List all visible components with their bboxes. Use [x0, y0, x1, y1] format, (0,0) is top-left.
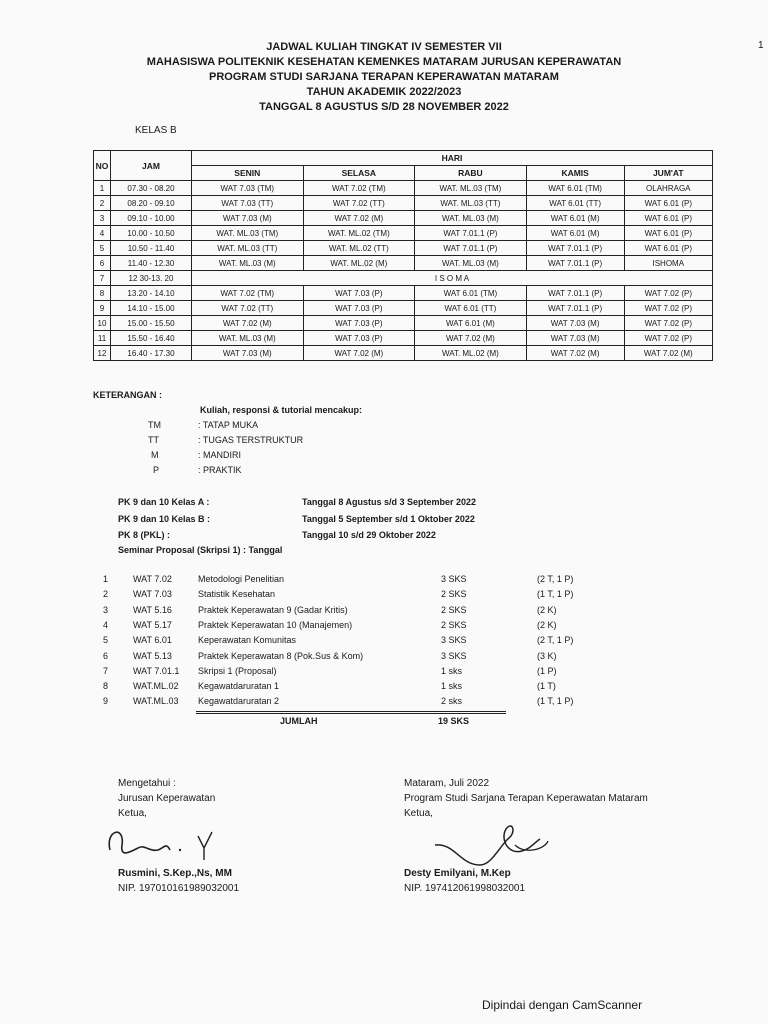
- schedule-cell: WAT 7.02 (M): [624, 346, 712, 361]
- schedule-cell: WAT 7.01.1 (P): [526, 256, 624, 271]
- schedule-cell: WAT 6.01 (M): [415, 316, 527, 331]
- sig-right-line3: Ketua,: [404, 808, 433, 819]
- course-code: WAT.ML.02: [133, 681, 179, 692]
- course-sks: 3 SKS: [441, 650, 467, 661]
- scanner-watermark: Dipindai dengan CamScanner: [482, 998, 643, 1012]
- row-jam: 08.20 - 09.10: [111, 196, 192, 211]
- sig-left-nip: NIP. 197010161989032001: [118, 883, 240, 894]
- sig-right-line1: Mataram, Juli 2022: [404, 778, 490, 789]
- course-name: Metodologi Penelitian: [198, 574, 285, 584]
- course-detail: (3 K): [537, 650, 557, 661]
- schedule-cell: WAT 7.02 (P): [624, 286, 712, 301]
- course-code: WAT 7.01.1: [133, 665, 180, 676]
- row-jam: 13.20 - 14.10: [111, 286, 192, 301]
- schedule-cell: WAT 6.01 (TT): [415, 301, 527, 316]
- keterangan-intro: Kuliah, responsi & tutorial mencakup:: [200, 405, 363, 415]
- sig-left-line1: Mengetahui :: [118, 778, 176, 789]
- schedule-body: [94, 181, 713, 361]
- col-jam: JAM: [111, 151, 192, 181]
- schedule-cell: WAT. ML.03 (TM): [415, 181, 527, 196]
- schedule-cell: WAT 7.01.1 (P): [526, 301, 624, 316]
- course-code: WAT.ML.03: [133, 696, 179, 707]
- row-no: 7: [94, 271, 111, 286]
- course-detail: (2 K): [537, 604, 557, 615]
- schedule-cell: WAT 7.03 (P): [303, 331, 415, 346]
- course-sks: 3 SKS: [441, 635, 467, 646]
- signature-right-name-block: [404, 866, 525, 896]
- schedule-cell: WAT 7.02 (TT): [192, 301, 304, 316]
- legend-desc: : MANDIRI: [198, 450, 242, 460]
- schedule-row: [94, 211, 713, 226]
- signature-left-scribble: [100, 820, 220, 865]
- schedule-cell: WAT. ML.02 (TT): [303, 241, 415, 256]
- pk-label: PK 8 (PKL) :: [118, 530, 171, 540]
- legend-code: M: [151, 450, 159, 460]
- row-no: 5: [94, 241, 111, 256]
- row-jam: 10.00 - 10.50: [111, 226, 192, 241]
- course-detail: (1 T): [537, 681, 556, 692]
- schedule-row: [94, 196, 713, 211]
- day-header: KAMIS: [526, 166, 624, 181]
- schedule-cell: WAT. ML.03 (M): [192, 331, 304, 346]
- header-line-5: TANGGAL 8 AGUSTUS S/D 28 NOVEMBER 2022: [259, 101, 509, 113]
- schedule-row: [94, 316, 713, 331]
- document-header: [0, 40, 768, 115]
- schedule-cell: WAT 7.03 (TT): [192, 196, 304, 211]
- schedule-row: [94, 181, 713, 196]
- course-sks: 2 SKS: [441, 619, 467, 630]
- course-name: Praktek Keperawatan 8 (Pok.Sus & Kom): [198, 650, 364, 661]
- schedule-row: [94, 226, 713, 241]
- schedule-cell: WAT 7.03 (P): [303, 316, 415, 331]
- course-name: Kegawatdaruratan 1: [198, 681, 280, 692]
- course-name: Praktek Keperawatan 10 (Manajemen): [198, 619, 353, 630]
- course-code: WAT 7.02: [133, 574, 172, 584]
- row-jam: 11.40 - 12.30: [111, 256, 192, 271]
- course-detail: (1 P): [537, 665, 557, 676]
- schedule-cell: WAT 6.01 (P): [624, 211, 712, 226]
- schedule-cell: WAT 7.01.1 (P): [526, 241, 624, 256]
- schedule-cell: WAT 7.02 (M): [526, 346, 624, 361]
- legend-code: TM: [148, 420, 161, 430]
- schedule-cell: WAT. ML.02 (TM): [303, 226, 415, 241]
- course-no: 2: [103, 589, 109, 600]
- course-no: 8: [103, 681, 109, 692]
- day-header: JUM'AT: [624, 166, 712, 181]
- schedule-cell: WAT. ML.03 (M): [415, 211, 527, 226]
- course-code: WAT 7.03: [133, 589, 172, 600]
- course-code: WAT 5.16: [133, 604, 172, 615]
- schedule-cell: WAT 6.01 (TT): [526, 196, 624, 211]
- schedule-row: [94, 331, 713, 346]
- schedule-cell: WAT 7.02 (TM): [303, 181, 415, 196]
- course-detail: (2 K): [537, 619, 557, 630]
- course-code: WAT 5.17: [133, 619, 172, 630]
- schedule-cell: WAT 6.01 (TM): [526, 181, 624, 196]
- schedule-cell: WAT 7.03 (M): [192, 211, 304, 226]
- day-header: SELASA: [303, 166, 415, 181]
- course-detail: (2 T, 1 P): [537, 635, 574, 646]
- schedule-row: [94, 256, 713, 271]
- schedule-cell: WAT 6.01 (TM): [415, 286, 527, 301]
- class-label: KELAS B: [135, 125, 177, 136]
- schedule-cell: WAT 6.01 (P): [624, 226, 712, 241]
- schedule-cell: WAT. ML.02 (M): [303, 256, 415, 271]
- course-code: WAT 5.13: [133, 650, 172, 661]
- page-mark: 1: [758, 40, 764, 51]
- row-no: 11: [94, 331, 111, 346]
- schedule-cell: WAT 6.01 (P): [624, 196, 712, 211]
- schedule-cell: WAT 7.02 (M): [303, 211, 415, 226]
- schedule-cell: WAT 7.03 (P): [303, 301, 415, 316]
- break-row: [94, 271, 713, 286]
- row-jam: 07.30 - 08.20: [111, 181, 192, 196]
- course-no: 5: [103, 635, 109, 646]
- pk-label: PK 9 dan 10 Kelas A :: [118, 497, 210, 507]
- pk-label: Seminar Proposal (Skripsi 1) : Tanggal: [118, 545, 283, 555]
- keterangan-title: KETERANGAN :: [93, 390, 162, 400]
- course-name: Kegawatdaruratan 2: [198, 696, 280, 707]
- legend-desc: : TUGAS TERSTRUKTUR: [198, 435, 304, 445]
- course-sks: 1 sks: [441, 681, 463, 692]
- schedule-table: [93, 150, 713, 361]
- course-sks: 3 SKS: [441, 574, 467, 584]
- legend-code: P: [153, 465, 160, 475]
- row-jam: 09.10 - 10.00: [111, 211, 192, 226]
- course-sks: 2 sks: [441, 696, 463, 707]
- course-no: 1: [103, 574, 109, 584]
- col-hari: HARI: [192, 151, 713, 166]
- course-sks: 1 sks: [441, 665, 463, 676]
- course-name: Keperawatan Komunitas: [198, 635, 297, 646]
- schedule-cell: WAT 7.02 (P): [624, 301, 712, 316]
- course-sks: 2 SKS: [441, 589, 467, 600]
- row-no: 1: [94, 181, 111, 196]
- signature-left: [118, 776, 215, 821]
- schedule-cell: WAT. ML.03 (M): [415, 256, 527, 271]
- day-header: SENIN: [192, 166, 304, 181]
- schedule-cell: WAT 7.01.1 (P): [415, 226, 527, 241]
- schedule-cell: WAT 6.01 (M): [526, 226, 624, 241]
- row-jam: 15.50 - 16.40: [111, 331, 192, 346]
- row-jam: 16.40 - 17.30: [111, 346, 192, 361]
- schedule-cell: WAT 7.02 (M): [415, 331, 527, 346]
- schedule-cell: WAT 7.03 (M): [526, 331, 624, 346]
- schedule-cell: WAT 7.03 (P): [303, 286, 415, 301]
- course-code: WAT 6.01: [133, 635, 172, 646]
- schedule-cell: WAT. ML.03 (TT): [192, 241, 304, 256]
- course-name: Praktek Keperawatan 9 (Gadar Kritis): [198, 604, 348, 615]
- divider: [196, 713, 506, 714]
- schedule-cell: WAT 7.02 (M): [303, 346, 415, 361]
- course-name: Statistik Kesehatan: [198, 589, 276, 600]
- schedule-cell: ISHOMA: [624, 256, 712, 271]
- sig-left-line3: Ketua,: [118, 808, 147, 819]
- sig-right-line2: Program Studi Sarjana Terapan Keperawatan Mataram: [404, 793, 648, 804]
- row-no: 10: [94, 316, 111, 331]
- schedule-cell: WAT. ML.03 (M): [192, 256, 304, 271]
- break-label: I S O M A: [192, 271, 713, 286]
- row-no: 12: [94, 346, 111, 361]
- signature-left-name-block: [118, 866, 239, 896]
- course-no: 6: [103, 650, 109, 661]
- course-detail: (1 T, 1 P): [537, 589, 574, 600]
- header-line-1: JADWAL KULIAH TINGKAT IV SEMESTER VII: [266, 41, 502, 53]
- sig-right-nip: NIP. 197412061998032001: [404, 883, 526, 894]
- col-no: NO: [94, 151, 111, 181]
- header-line-4: TAHUN AKADEMIK 2022/2023: [306, 86, 462, 98]
- pk-label: PK 9 dan 10 Kelas B :: [118, 514, 211, 524]
- course-sks: 2 SKS: [441, 604, 467, 615]
- pk-value: Tanggal 10 s/d 29 Oktober 2022: [302, 530, 436, 540]
- course-no: 7: [103, 665, 109, 676]
- schedule-row: [94, 346, 713, 361]
- schedule-cell: WAT 7.02 (M): [192, 316, 304, 331]
- jumlah-value: 19 SKS: [438, 716, 470, 726]
- schedule-row: [94, 286, 713, 301]
- legend-code: TT: [148, 435, 159, 445]
- schedule-cell: OLAHRAGA: [624, 181, 712, 196]
- pk-value: Tanggal 5 September s/d 1 Oktober 2022: [302, 514, 475, 524]
- course-name: Skripsi 1 (Proposal): [198, 665, 277, 676]
- jumlah-label: JUMLAH: [280, 716, 318, 726]
- course-no: 4: [103, 619, 109, 630]
- day-header: RABU: [415, 166, 527, 181]
- course-detail: (2 T, 1 P): [537, 574, 574, 584]
- row-no: 8: [94, 286, 111, 301]
- row-no: 2: [94, 196, 111, 211]
- row-jam: 10.50 - 11.40: [111, 241, 192, 256]
- schedule-cell: WAT 7.03 (M): [192, 346, 304, 361]
- course-no: 9: [103, 696, 109, 707]
- schedule-cell: WAT. ML.03 (TM): [192, 226, 304, 241]
- schedule-cell: WAT 6.01 (P): [624, 241, 712, 256]
- schedule-cell: WAT 7.01.1 (P): [526, 286, 624, 301]
- row-jam: 12 30-13. 20: [111, 271, 192, 286]
- row-jam: 14.10 - 15.00: [111, 301, 192, 316]
- course-detail: (1 T, 1 P): [537, 696, 574, 707]
- schedule-cell: WAT. ML.02 (M): [415, 346, 527, 361]
- header-line-2: MAHASISWA POLITEKNIK KESEHATAN KEMENKES MATARAM JURUSAN KEPERAWATAN: [146, 56, 622, 68]
- schedule-cell: WAT 7.03 (TM): [192, 181, 304, 196]
- sig-left-line2: Jurusan Keperawatan: [118, 793, 216, 804]
- schedule-row: [94, 241, 713, 256]
- schedule-cell: WAT. ML.03 (TT): [415, 196, 527, 211]
- sig-left-name: Rusmini, S.Kep.,Ns, MM: [118, 868, 232, 879]
- divider: [196, 711, 506, 712]
- schedule-cell: WAT 6.01 (M): [526, 211, 624, 226]
- schedule-cell: WAT 7.02 (P): [624, 316, 712, 331]
- pk-value: Tanggal 8 Agustus s/d 3 September 2022: [302, 497, 477, 507]
- sig-right-name: Desty Emilyani, M.Kep: [404, 868, 511, 879]
- schedule-cell: WAT 7.03 (M): [526, 316, 624, 331]
- schedule-row: [94, 301, 713, 316]
- legend-desc: : PRAKTIK: [198, 465, 242, 475]
- header-line-3: PROGRAM STUDI SARJANA TERAPAN KEPERAWATAN MATARAM: [209, 71, 559, 83]
- legend-desc: : TATAP MUKA: [198, 420, 259, 430]
- row-no: 3: [94, 211, 111, 226]
- row-no: 9: [94, 301, 111, 316]
- row-no: 6: [94, 256, 111, 271]
- row-no: 4: [94, 226, 111, 241]
- schedule-cell: WAT 7.02 (TT): [303, 196, 415, 211]
- schedule-cell: WAT 7.01.1 (P): [415, 241, 527, 256]
- schedule-cell: WAT 7.02 (P): [624, 331, 712, 346]
- row-jam: 15.00 - 15.50: [111, 316, 192, 331]
- course-no: 3: [103, 604, 109, 615]
- schedule-cell: WAT 7.02 (TM): [192, 286, 304, 301]
